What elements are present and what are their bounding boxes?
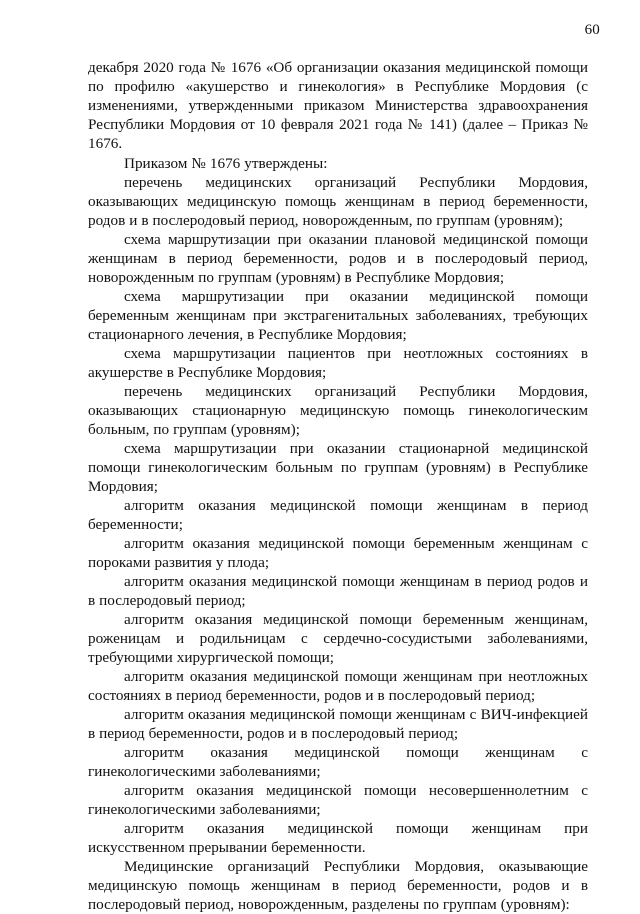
page-number: 60 <box>584 22 600 38</box>
list-item: алгоритм оказания медицинской помощи беременным женщинам, роженицам и родильницам с сердечно-сосудистыми заболеваниями, требующими хирургической помощи; <box>88 611 588 666</box>
list-item: алгоритм оказания медицинской помощи женщинам с гинекологическими заболеваниями; <box>88 744 588 780</box>
list-item: перечень медицинских организаций Республики Мордовия, оказывающих стационарную медицинскую помощь гинекологическим больным, по группам (уровням); <box>88 383 588 438</box>
list-item: алгоритм оказания медицинской помощи женщинам при искусственном прерывании беременности. <box>88 820 588 856</box>
list-item: алгоритм оказания медицинской помощи женщинам с ВИЧ-инфекцией в период беременности, родов и в послеродовый период; <box>88 706 588 742</box>
list-item: алгоритм оказания медицинской помощи несовершеннолетним с гинекологическими заболеваниями; <box>88 782 588 818</box>
list-item: алгоритм оказания медицинской помощи женщинам в период родов и в послеродовый период; <box>88 573 588 609</box>
closing-paragraph: Медицинские организаций Республики Мордовия, оказывающие медицинскую помощь женщинам в период беременности, родов и в послеродовый период, новорожденным, разделены по группам (уровням): <box>88 858 588 913</box>
list-item: алгоритм оказания медицинской помощи женщинам при неотложных состояниях в период беременности, родов и в послеродовый период; <box>88 668 588 704</box>
list-item: схема маршрутизации при оказании медицинской помощи беременным женщинам при экстрагенитальных заболеваниях, требующих стационарного лечения, в Республике Мордовия; <box>88 288 588 343</box>
list-item: перечень медицинских организаций Республики Мордовия, оказывающих медицинскую помощь женщинам в период беременности, родов и в послеродовый период, новорожденным, по группам (уровням); <box>88 174 588 229</box>
list-item: алгоритм оказания медицинской помощи беременным женщинам с пороками развития у плода; <box>88 535 588 571</box>
intro-paragraph: декабря 2020 года № 1676 «Об организации оказания медицинской помощи по профилю «акушерство и гинекология» в Республике Мордовия (с изменениями, утвержденными приказом Министерства здравоохранения Республики Мордовия от 10 февраля 2021 года № 141) (далее – Приказ № 1676. <box>88 59 588 152</box>
list-item: алгоритм оказания медицинской помощи женщинам в период беременности; <box>88 497 588 533</box>
document-body <box>88 58 588 914</box>
approved-heading: Приказом № 1676 утверждены: <box>124 155 328 172</box>
list-item: схема маршрутизации пациентов при неотложных состояниях в акушерстве в Республике Мордовия; <box>88 345 588 381</box>
list-item: схема маршрутизации при оказании плановой медицинской помощи женщинам в период беременности, родов и в послеродовый период, новорожденным по группам (уровням) в Республике Мордовия; <box>88 231 588 286</box>
list-item: схема маршрутизации при оказании стационарной медицинской помощи гинекологическим больным по группам (уровням) в Республике Мордовия; <box>88 440 588 495</box>
